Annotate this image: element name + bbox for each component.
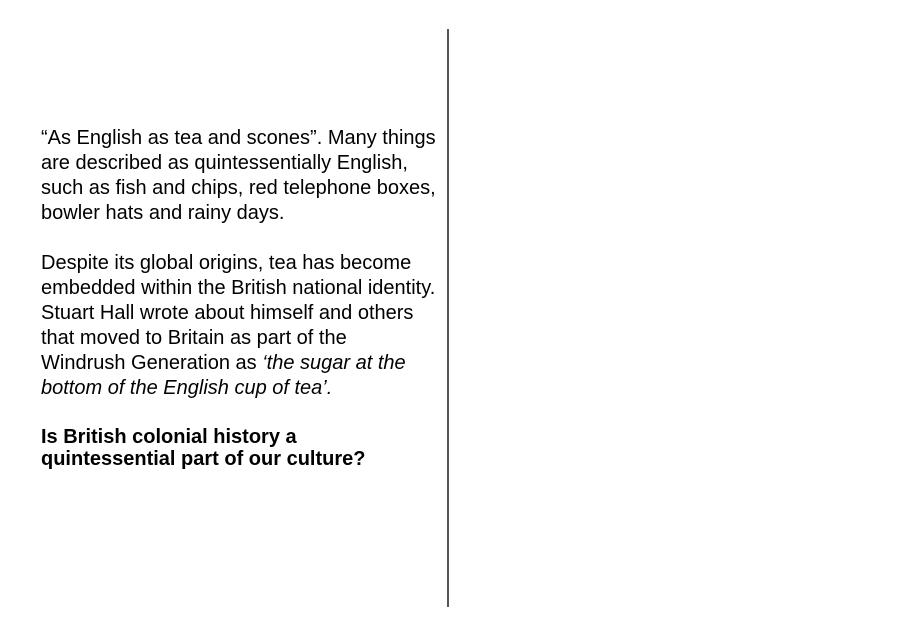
intro-paragraph: “As English as tea and scones”. Many things are described as quintessentially English, such as fish and chips, red telephone boxes, bowler hats and rainy days. bbox=[41, 127, 436, 224]
left-text-column bbox=[41, 126, 436, 470]
center-divider bbox=[447, 29, 449, 607]
windrush-paragraph-text: Despite its global origins, tea has become embedded within the British national identity. Stuart Hall wrote about himself and others that moved to Britain as part of the Windrush Generation as bbox=[41, 252, 436, 374]
windrush-paragraph bbox=[41, 251, 436, 401]
stuart-hall-quote: ‘the sugar at the bottom of the English cup of tea’. bbox=[41, 352, 406, 399]
discussion-question: Is British colonial history a quintessential part of our culture? bbox=[41, 426, 366, 470]
